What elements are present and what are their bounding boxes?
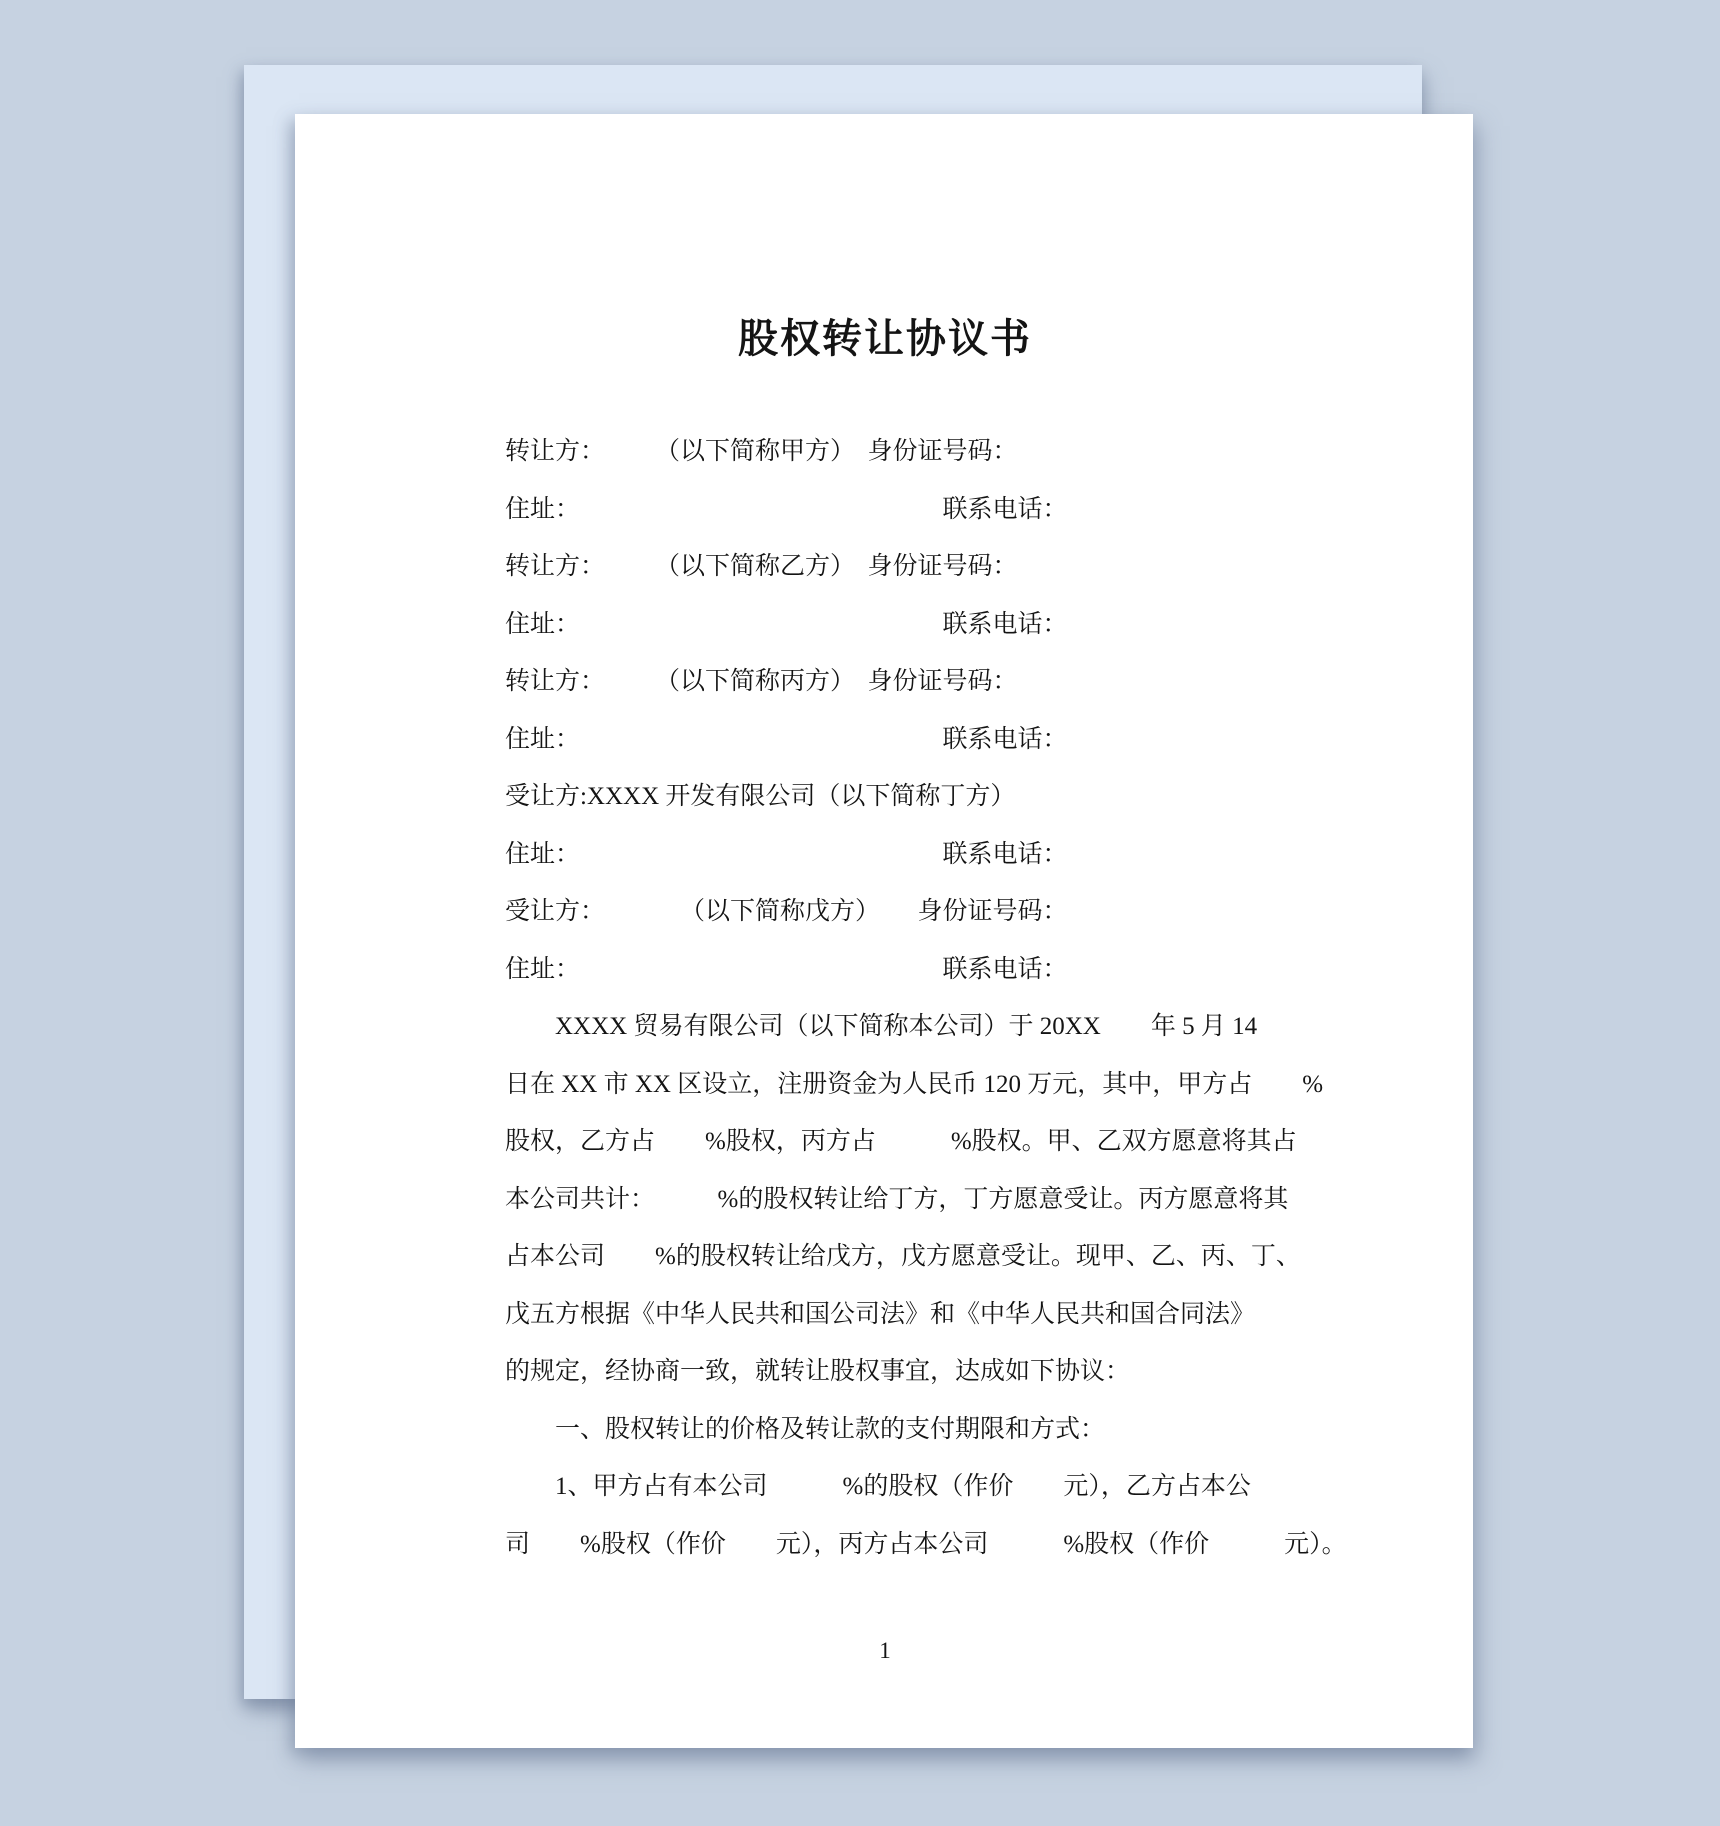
- document-line: 住址： 联系电话：: [505, 610, 1068, 638]
- document-line: 住址： 联系电话：: [505, 955, 1068, 983]
- document-line: 受让方:XXXX 开发有限公司（以下简称丁方）: [505, 783, 1016, 810]
- document-line: 受让方： （以下简称戊方） 身份证号码：: [505, 898, 1068, 925]
- document-line: 1、甲方占有本公司 %的股权（作价 元），乙方占本公: [505, 1473, 1251, 1500]
- document-line: 占本公司 %的股权转让给戊方，戊方愿意受让。现甲、乙、丙、丁、: [505, 1243, 1301, 1270]
- document-line: 住址： 联系电话：: [505, 840, 1068, 868]
- document-line: 股权，乙方占 %股权，丙方占 %股权。甲、乙双方愿意将其占: [505, 1128, 1297, 1155]
- document-line: XXXX 贸易有限公司（以下简称本公司）于 20XX 年 5 月 14: [505, 1013, 1258, 1040]
- document-line: 本公司共计： %的股权转让给丁方，丁方愿意受让。丙方愿意将其: [505, 1185, 1289, 1213]
- document-content: [505, 114, 1347, 1679]
- document-line: 日在 XX 市 XX 区设立，注册资金为人民币 120 万元，其中，甲方占 %: [505, 1070, 1324, 1098]
- document-body: [505, 423, 1347, 1573]
- document-line: 一、股权转让的价格及转让款的支付期限和方式：: [505, 1415, 1106, 1443]
- document-line: 司 %股权（作价 元），丙方占本公司 %股权（作价 元）。: [505, 1530, 1347, 1558]
- page-number: 1: [879, 1638, 891, 1663]
- document-line: 住址： 联系电话：: [505, 495, 1068, 523]
- document-line: 戊五方根据《中华人民共和国公司法》和《中华人民共和国合同法》: [505, 1300, 1256, 1328]
- document-title: 股权转让协议书: [738, 316, 1032, 361]
- document-line: 转让方： （以下简称乙方） 身份证号码：: [505, 553, 1018, 580]
- document-line: 转让方： （以下简称甲方） 身份证号码：: [505, 438, 1018, 465]
- document-line: 住址： 联系电话：: [505, 725, 1068, 753]
- document-page: [295, 114, 1473, 1748]
- document-line: 的规定，经协商一致，就转让股权事宜，达成如下协议：: [505, 1358, 1131, 1385]
- document-line: 转让方： （以下简称丙方） 身份证号码：: [505, 668, 1018, 695]
